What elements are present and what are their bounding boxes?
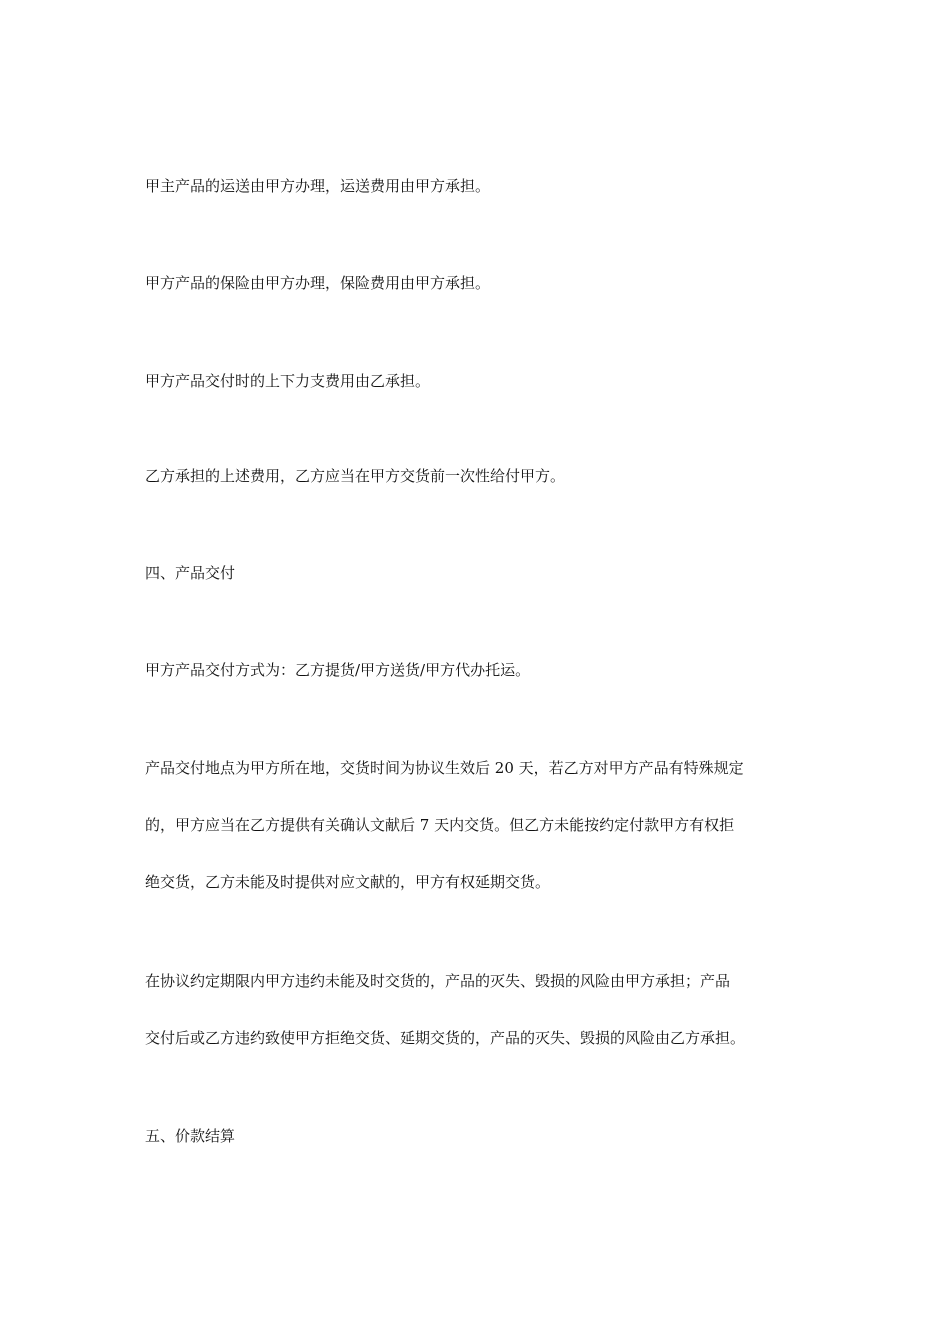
paragraph-line: 的，甲方应当在乙方提供有关确认文献后 7 天内交货。但乙方未能按约定付款甲方有权拒 <box>145 816 735 834</box>
paragraph-delivery-place-time <box>145 740 810 911</box>
paragraph-line: 甲方产品交付时的上下力支费用由乙承担。 <box>145 372 431 390</box>
paragraph-line: 绝交货，乙方未能及时提供对应文献的，甲方有权延期交货。 <box>145 873 551 891</box>
section-heading: 四、产品交付 <box>145 564 236 582</box>
section-heading: 五、价款结算 <box>145 1127 236 1145</box>
paragraph-line: 产品交付地点为甲方所在地，交货时间为协议生效后 20 天，若乙方对甲方产品有特殊规定 <box>145 759 744 777</box>
section-heading-delivery <box>145 545 810 602</box>
paragraph-insurance-cost <box>145 255 810 312</box>
paragraph-transport-cost <box>145 158 810 215</box>
paragraph-loading-cost <box>145 353 810 410</box>
paragraph-delivery-method <box>145 642 810 699</box>
paragraph-risk-of-loss <box>145 953 810 1067</box>
paragraph-line: 甲主产品的运送由甲方办理，运送费用由甲方承担。 <box>145 177 491 195</box>
paragraph-line: 交付后或乙方违约致使甲方拒绝交货、延期交货的，产品的灭失、毁损的风险由乙方承担。 <box>145 1029 746 1047</box>
paragraph-line: 乙方承担的上述费用，乙方应当在甲方交货前一次性给付甲方。 <box>145 467 566 485</box>
section-heading-settlement <box>145 1108 810 1165</box>
paragraph-payment-of-costs <box>145 448 810 505</box>
paragraph-line: 在协议约定期限内甲方违约未能及时交货的，产品的灭失、毁损的风险由甲方承担；产品 <box>145 972 731 990</box>
paragraph-line: 甲方产品交付方式为：乙方提货/甲方送货/甲方代办托运。 <box>145 661 531 679</box>
paragraph-line: 甲方产品的保险由甲方办理，保险费用由甲方承担。 <box>145 274 491 292</box>
